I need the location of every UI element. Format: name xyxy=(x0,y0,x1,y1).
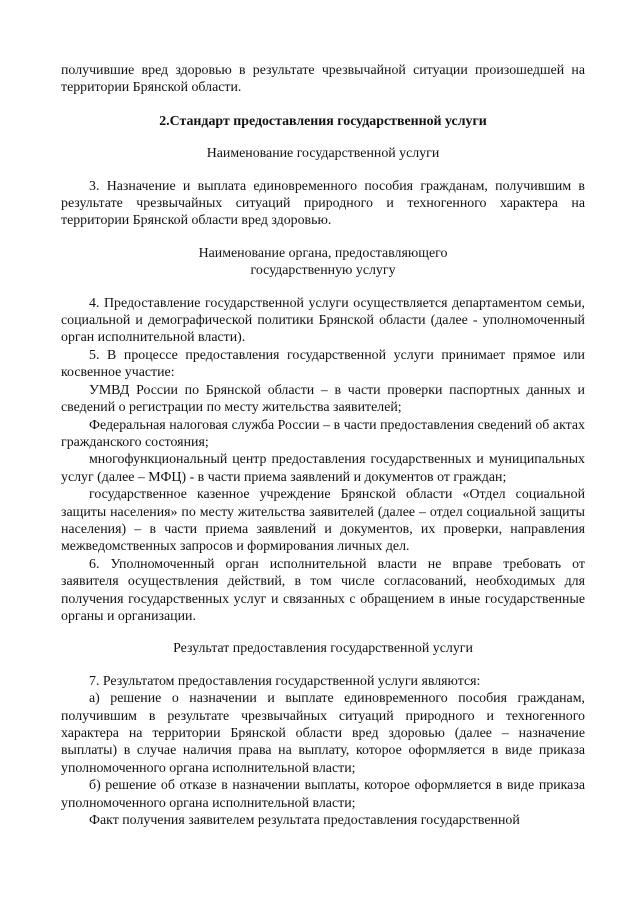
paragraph-5-mfc: многофункциональный центр предоставления государственных и муниципальных услуг (далее – МФЦ) - в части приема заявлений и документов от граждан; xyxy=(61,452,585,485)
subheading-result: Результат предоставления государственной услуги xyxy=(173,641,473,657)
paragraph-3: 3. Назначение и выплата единовременного пособия гражданам, получившим в результате чрезвычайных ситуаций природного и техногенного характера на территории Брянской области вред здоровью. xyxy=(61,178,585,229)
paragraph-5: 5. В процессе предоставления государственной услуги принимает прямое или косвенное участие: xyxy=(61,347,585,381)
paragraph-4: 4. Предоставление государственной услуги осуществляется департаментом семьи, социальной и демографической политики Брянской области (далее - уполномоченный орган исполнительной власти). xyxy=(61,295,585,346)
paragraph-5-gku: государственное казенное учреждение Брянской области «Отдел социальной защиты населения» по месту жительства заявителей (далее – отдел социальной защиты населения) – в части приема заявлений и документов, их проверки, направления межведомственных запросов и формирования личных дел. xyxy=(61,487,585,555)
paragraph-5-fns: Федеральная налоговая служба России – в части предоставления сведений об актах гражданского состояния; xyxy=(61,417,585,450)
paragraph-5-umvd: УМВД России по Брянской области – в части проверки паспортных данных и сведений о регистрации по месту жительства заявителей; xyxy=(61,382,585,416)
subheading-service-name: Наименование государственной услуги xyxy=(206,146,440,162)
paragraph-7-b: б) решение об отказе в назначении выплаты, которое оформляется в виде приказа уполномоченного органа исполнительной власти; xyxy=(61,778,585,811)
subheading-organ-line-2: государственную услугу xyxy=(250,263,396,279)
paragraph-6: 6. Уполномоченный орган исполнительной власти не вправе требовать от заявителя осуществления действий, в том числе согласований, необходимых для получения государственных услуг и связанных с обращением в иные государственные органы и организации. xyxy=(61,556,585,624)
subheading-organ xyxy=(61,245,585,280)
paragraph-7-fact: Факт получения заявителем результата предоставления государственной xyxy=(89,813,520,829)
paragraph-7-a: а) решение о назначении и выплате единовременного пособия гражданам, получившим в результате чрезвычайных ситуаций природного и техногенного характера на территории Брянской области вред здоровью (далее – назначение выплаты) в случае наличия права на выплату, которое оформляется в виде приказа уполномоченного органа исполнительной власти; xyxy=(61,691,585,776)
subheading-organ-line-1: Наименование органа, предоставляющего xyxy=(198,245,448,261)
document-page xyxy=(61,62,585,829)
continuation-paragraph: получившие вред здоровью в результате чрезвычайной ситуации произошедшей на территории Брянской области. xyxy=(61,63,585,96)
paragraph-7: 7. Результатом предоставления государственной услуги являются: xyxy=(89,673,481,689)
section-title: 2.Стандарт предоставления государственной услуги xyxy=(159,113,487,129)
